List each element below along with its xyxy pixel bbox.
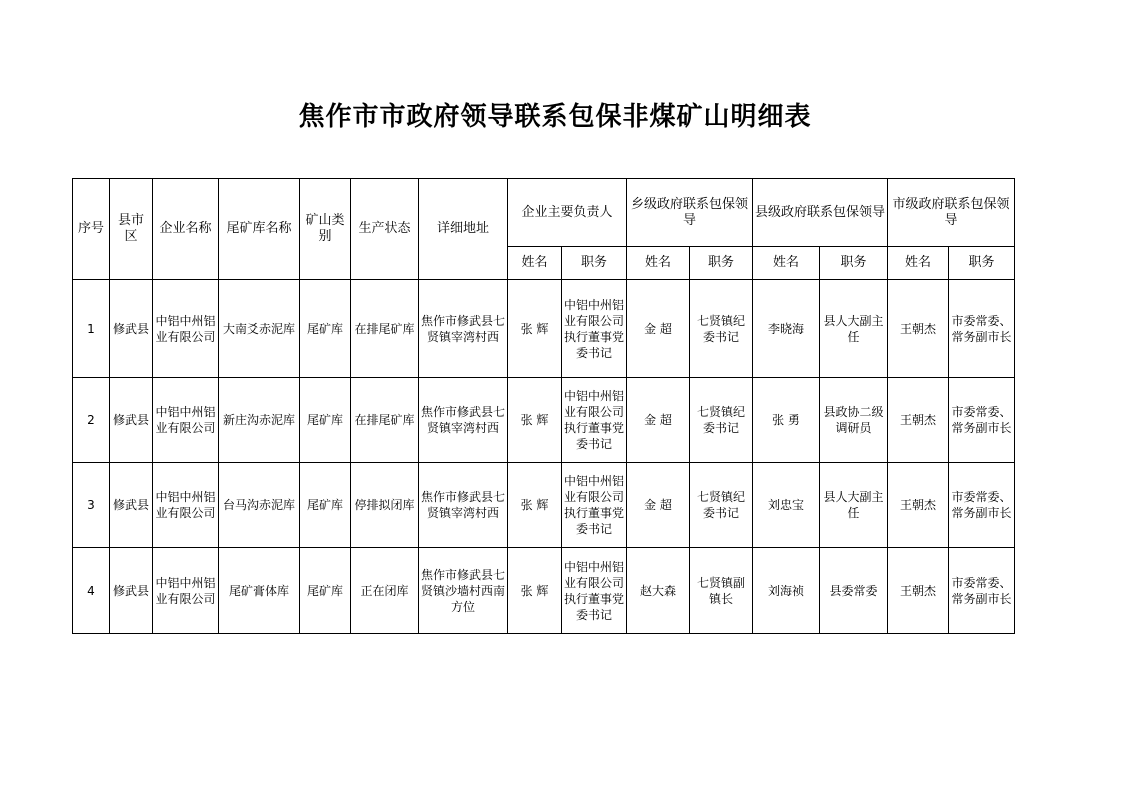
mine-contact-table xyxy=(72,178,1015,634)
cell-address: 焦作市修武县七贤镇沙墙村西南方位 xyxy=(419,548,508,634)
header-ent-position: 职务 xyxy=(562,247,627,280)
cell-county-name: 张 勇 xyxy=(753,378,820,463)
cell-county: 修武县 xyxy=(110,463,153,548)
table-row xyxy=(73,378,1015,463)
header-county: 县市区 xyxy=(110,179,153,280)
cell-county-position: 县人大副主任 xyxy=(820,463,888,548)
table-row xyxy=(73,463,1015,548)
cell-tailings: 大南爻赤泥库 xyxy=(219,280,300,378)
cell-ent-name: 张 辉 xyxy=(508,463,562,548)
cell-city-position: 市委常委、常务副市长 xyxy=(949,548,1015,634)
cell-ent-position: 中铝中州铝业有限公司执行董事党委书记 xyxy=(562,378,627,463)
cell-town-name: 金 超 xyxy=(627,463,690,548)
page-title: 焦作市市政府领导联系包保非煤矿山明细表 xyxy=(298,102,812,132)
cell-county-name: 李晓海 xyxy=(753,280,820,378)
cell-county: 修武县 xyxy=(110,280,153,378)
cell-status: 正在闭库 xyxy=(351,548,419,634)
cell-town-name: 赵大森 xyxy=(627,548,690,634)
header-tailings: 尾矿库名称 xyxy=(219,179,300,280)
cell-city-position: 市委常委、常务副市长 xyxy=(949,463,1015,548)
cell-address: 焦作市修武县七贤镇宰湾村西 xyxy=(419,463,508,548)
cell-ent-name: 张 辉 xyxy=(508,378,562,463)
cell-town-position: 七贤镇纪委书记 xyxy=(690,463,753,548)
cell-city-position: 市委常委、常务副市长 xyxy=(949,280,1015,378)
cell-mine-type: 尾矿库 xyxy=(300,280,351,378)
header-county-name: 姓名 xyxy=(753,247,820,280)
header-township-leader: 乡级政府联系包保领导 xyxy=(627,179,753,247)
cell-seq: 3 xyxy=(73,463,110,548)
header-address: 详细地址 xyxy=(419,179,508,280)
cell-status: 停排拟闭库 xyxy=(351,463,419,548)
header-row-1 xyxy=(73,179,1015,247)
cell-mine-type: 尾矿库 xyxy=(300,463,351,548)
header-county-leader: 县级政府联系包保领导 xyxy=(753,179,888,247)
cell-county-name: 刘海祯 xyxy=(753,548,820,634)
table-row xyxy=(73,548,1015,634)
cell-seq: 2 xyxy=(73,378,110,463)
cell-tailings: 台马沟赤泥库 xyxy=(219,463,300,548)
cell-ent-name: 张 辉 xyxy=(508,548,562,634)
header-town-position: 职务 xyxy=(690,247,753,280)
header-company: 企业名称 xyxy=(153,179,219,280)
cell-seq: 4 xyxy=(73,548,110,634)
cell-company: 中铝中州铝业有限公司 xyxy=(153,548,219,634)
header-mine-type: 矿山类别 xyxy=(300,179,351,280)
cell-address: 焦作市修武县七贤镇宰湾村西 xyxy=(419,378,508,463)
cell-county: 修武县 xyxy=(110,548,153,634)
cell-mine-type: 尾矿库 xyxy=(300,378,351,463)
cell-county-name: 刘忠宝 xyxy=(753,463,820,548)
header-ent-name: 姓名 xyxy=(508,247,562,280)
cell-ent-position: 中铝中州铝业有限公司执行董事党委书记 xyxy=(562,548,627,634)
header-city-leader: 市级政府联系包保领导 xyxy=(888,179,1015,247)
cell-town-position: 七贤镇纪委书记 xyxy=(690,280,753,378)
cell-status: 在排尾矿库 xyxy=(351,280,419,378)
cell-town-name: 金 超 xyxy=(627,280,690,378)
table-row xyxy=(73,280,1015,378)
cell-county-position: 县人大副主任 xyxy=(820,280,888,378)
cell-county-position: 县政协二级调研员 xyxy=(820,378,888,463)
header-town-name: 姓名 xyxy=(627,247,690,280)
cell-town-position: 七贤镇纪委书记 xyxy=(690,378,753,463)
cell-city-position: 市委常委、常务副市长 xyxy=(949,378,1015,463)
cell-seq: 1 xyxy=(73,280,110,378)
cell-city-name: 王朝杰 xyxy=(888,280,949,378)
header-seq: 序号 xyxy=(73,179,110,280)
cell-town-position: 七贤镇副镇长 xyxy=(690,548,753,634)
cell-mine-type: 尾矿库 xyxy=(300,548,351,634)
cell-city-name: 王朝杰 xyxy=(888,463,949,548)
header-enterprise-leader: 企业主要负责人 xyxy=(508,179,627,247)
header-city-position: 职务 xyxy=(949,247,1015,280)
cell-company: 中铝中州铝业有限公司 xyxy=(153,280,219,378)
cell-ent-position: 中铝中州铝业有限公司执行董事党委书记 xyxy=(562,280,627,378)
cell-tailings: 新庄沟赤泥库 xyxy=(219,378,300,463)
header-city-name: 姓名 xyxy=(888,247,949,280)
cell-company: 中铝中州铝业有限公司 xyxy=(153,378,219,463)
cell-company: 中铝中州铝业有限公司 xyxy=(153,463,219,548)
cell-ent-name: 张 辉 xyxy=(508,280,562,378)
cell-town-name: 金 超 xyxy=(627,378,690,463)
header-county-position: 职务 xyxy=(820,247,888,280)
cell-status: 在排尾矿库 xyxy=(351,378,419,463)
cell-county-position: 县委常委 xyxy=(820,548,888,634)
header-status: 生产状态 xyxy=(351,179,419,280)
cell-tailings: 尾矿膏体库 xyxy=(219,548,300,634)
cell-city-name: 王朝杰 xyxy=(888,548,949,634)
cell-city-name: 王朝杰 xyxy=(888,378,949,463)
cell-county: 修武县 xyxy=(110,378,153,463)
cell-address: 焦作市修武县七贤镇宰湾村西 xyxy=(419,280,508,378)
cell-ent-position: 中铝中州铝业有限公司执行董事党委书记 xyxy=(562,463,627,548)
